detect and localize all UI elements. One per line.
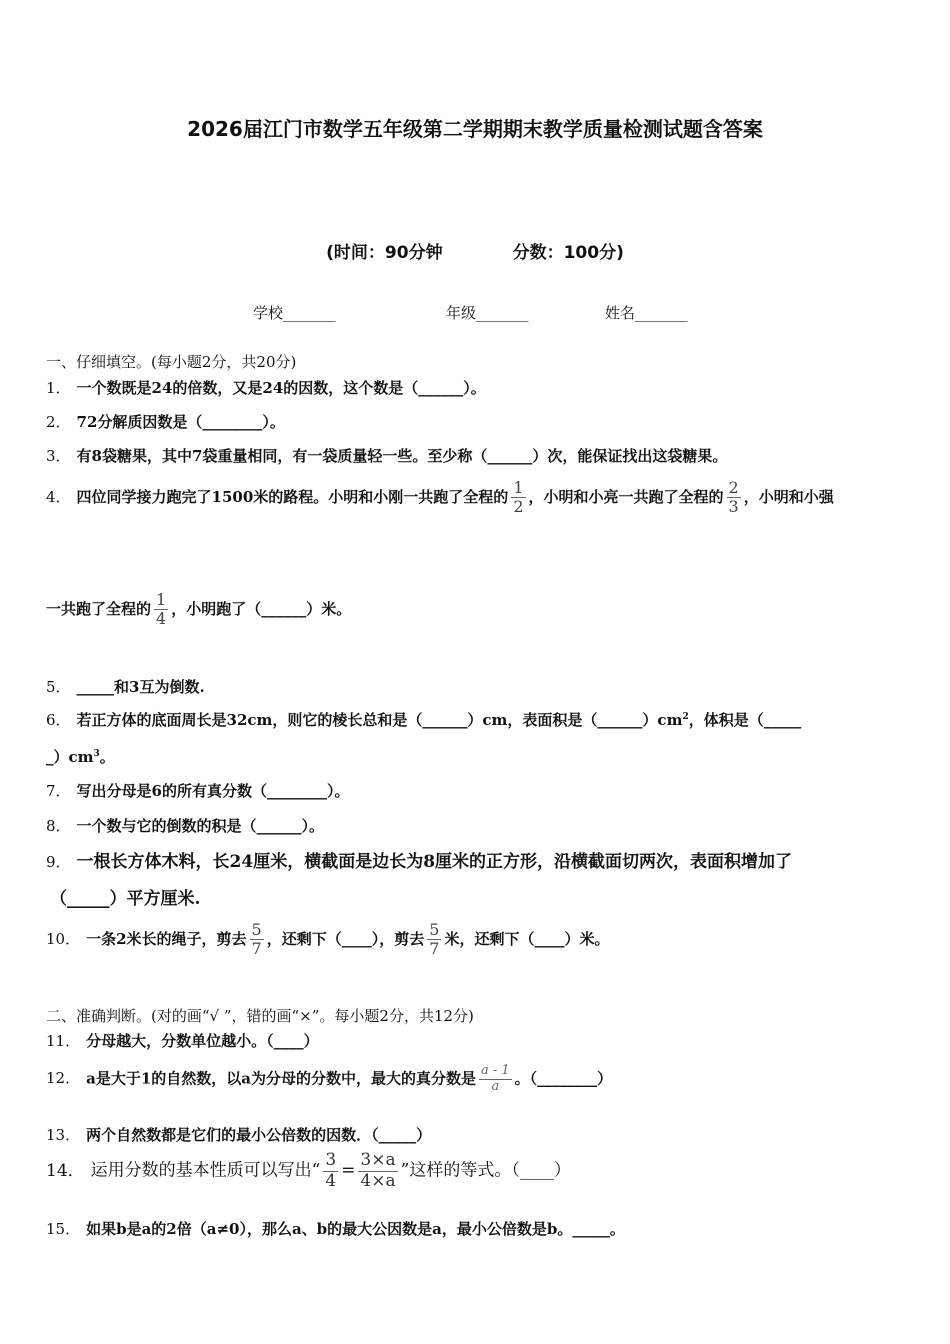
question-5 — [46, 676, 205, 697]
q11-number: 11． — [46, 1032, 81, 1050]
fraction-three-quarters: $\frac{3}{4}$ — [325, 1150, 337, 1191]
question-4 — [46, 479, 834, 517]
question-6 — [46, 709, 801, 730]
q4-number: 4． — [46, 487, 71, 506]
q4-text-4: 一共跑了全程的 — [46, 599, 152, 618]
q4-text-3: ，小明和小强 — [743, 487, 834, 506]
q2-number: 2． — [46, 413, 71, 431]
school-field[interactable]: 学校_______ — [253, 304, 336, 322]
question-12 — [46, 1064, 612, 1095]
question-9-cont — [50, 884, 200, 909]
grade-field[interactable]: 年级_______ — [446, 304, 529, 322]
q14-number: 14． — [46, 1160, 85, 1181]
q5-text: _____和3互为倒数. — [76, 678, 205, 696]
q14-equals: = — [341, 1160, 356, 1181]
q8-text: 一个数与它的倒数的积是（______）。 — [76, 817, 325, 835]
q4-text-5: ，小明跑了（______）米。 — [171, 599, 352, 618]
question-11 — [46, 1030, 319, 1051]
q4-text-2: ，小明和小亮一共跑了全程的 — [528, 487, 724, 506]
question-13 — [46, 1124, 431, 1145]
exam-info — [0, 238, 950, 263]
question-2 — [46, 411, 285, 432]
q9-text-2: （_____）平方厘米. — [50, 889, 201, 909]
q11-text: 分母越大，分数单位越小。（____） — [86, 1032, 319, 1050]
fraction-two-thirds: $\frac{2}{3}$ — [728, 478, 739, 517]
q10-text-1: 一条2米长的绳子，剪去 — [86, 929, 247, 948]
q14-text-1: 运用分数的基本性质可以写出“ — [90, 1160, 321, 1181]
q3-number: 3． — [46, 447, 71, 465]
q10-text-2: ，还剩下（____），剪去 — [266, 929, 425, 948]
q2-text: 72分解质因数是（________）。 — [76, 413, 285, 431]
q15-number: 15． — [46, 1220, 81, 1238]
q7-number: 7． — [46, 782, 71, 800]
question-10 — [46, 921, 609, 959]
q13-text: 两个自然数都是它们的最小公倍数的因数．（_____） — [86, 1126, 432, 1144]
fraction-five-sevenths-a: $\frac{5}{7}$ — [251, 920, 262, 959]
q9-number: 9． — [46, 853, 71, 871]
q13-number: 13． — [46, 1126, 81, 1144]
fraction-one-half: $\frac{1}{2}$ — [513, 478, 524, 517]
fraction-one-quarter: $\frac{1}{4}$ — [156, 590, 167, 629]
question-3 — [46, 445, 727, 466]
question-8 — [46, 815, 324, 836]
question-1 — [46, 377, 486, 398]
q6-text-3: _）cm — [46, 748, 94, 766]
q12-number: 12． — [46, 1069, 81, 1088]
q10-text-3: 米，还剩下（____）米。 — [444, 929, 610, 948]
q1-text: 一个数既是24的倍数，又是24的因数，这个数是（______）。 — [76, 379, 486, 397]
question-15 — [46, 1218, 625, 1239]
question-9 — [46, 847, 792, 872]
q6-text-2: ，体积是（_____ — [688, 711, 802, 729]
fraction-five-sevenths-b: $\frac{5}{7}$ — [429, 920, 440, 959]
section2-heading: 二、准确判断。(对的画“√ ”，错的画“×”。每小题2分，共12分) — [46, 1007, 474, 1025]
fraction-a-minus-1-over-a: $\frac{a - 1}{a}$ — [480, 1063, 510, 1094]
fraction-3a-over-4a: $\frac{3\times a}{4\times a}$ — [360, 1150, 396, 1191]
q7-text: 写出分母是6的所有真分数（________）。 — [76, 782, 350, 800]
q12-text-1: a是大于1的自然数，以a为分母的分数中，最大的真分数是 — [86, 1069, 476, 1088]
q10-number: 10． — [46, 929, 81, 948]
page-title: 2026届江门市数学五年级第二学期期末教学质量检测试题含答案 — [187, 117, 763, 141]
q6-text-1: 若正方体的底面周长是32cm，则它的棱长总和是（______）cm，表面积是（______）cm — [76, 711, 683, 729]
q5-number: 5． — [46, 678, 71, 696]
q3-text: 有8袋糖果，其中7袋重量相同，有一袋质量轻一些。至少称（______）次，能保证找出这袋糖果。 — [76, 447, 728, 465]
q12-text-2: 。（________） — [514, 1069, 613, 1088]
q1-number: 1． — [46, 379, 71, 397]
question-6-cont — [46, 746, 115, 767]
q14-text-2: ”这样的等式。（____） — [400, 1160, 571, 1181]
name-field[interactable]: 姓名_______ — [605, 304, 688, 322]
question-14 — [46, 1151, 571, 1191]
q6-sup-2: 2 — [682, 712, 689, 722]
q15-text: 如果b是a的2倍（a≠0），那么a、b的最大公因数是a，最小公倍数是b。_____。 — [86, 1220, 625, 1238]
question-4-cont — [46, 591, 351, 629]
q4-text-1: 四位同学接力跑完了1500米的路程。小明和小刚一共跑了全程的 — [76, 487, 509, 506]
q9-text-1: 一根长方体木料，长24厘米，横截面是边长为8厘米的正方形，沿横截面切两次，表面积增加了 — [76, 852, 793, 872]
question-7 — [46, 780, 350, 801]
exam-time: (时间：90分钟 — [326, 243, 443, 263]
q8-number: 8． — [46, 817, 71, 835]
q6-number: 6． — [46, 711, 71, 729]
exam-score: 分数：100分) — [512, 243, 624, 263]
section1-heading: 一、仔细填空。(每小题2分，共20分) — [46, 353, 297, 371]
q6-sup-3: 3 — [93, 749, 100, 759]
q6-text-4: 。 — [99, 748, 115, 766]
